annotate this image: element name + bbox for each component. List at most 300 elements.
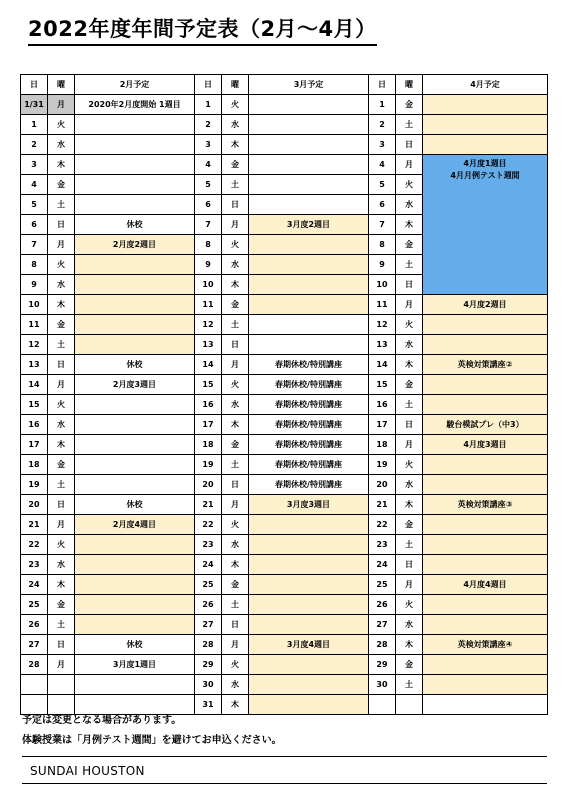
cell-apr-day: 7 — [369, 215, 396, 235]
cell-feb-plan — [75, 315, 195, 335]
cell-feb-day: 1 — [21, 115, 48, 135]
cell-mar-plan — [249, 655, 369, 675]
cell-mar-plan — [249, 275, 369, 295]
cell-mar-day: 6 — [195, 195, 222, 215]
table-row — [21, 475, 548, 495]
cell-mar-weekday: 水 — [222, 395, 249, 415]
cell-feb-plan: 2月度4週目 — [75, 515, 195, 535]
cell-mar-plan: 春期休校/特別講座 — [249, 435, 369, 455]
note-trial: 体験授業は「月例テスト週間」を避けてお申込ください。 — [22, 735, 282, 746]
cell-mar-weekday: 木 — [222, 555, 249, 575]
cell-apr-weekday: 木 — [396, 215, 423, 235]
cell-feb-plan — [75, 555, 195, 575]
cell-feb-day: 19 — [21, 475, 48, 495]
cell-feb-weekday: 日 — [48, 635, 75, 655]
cell-mar-plan — [249, 335, 369, 355]
cell-apr-weekday: 日 — [396, 555, 423, 575]
cell-feb-weekday: 土 — [48, 335, 75, 355]
cell-mar-weekday: 月 — [222, 635, 249, 655]
cell-feb-plan — [75, 395, 195, 415]
cell-feb-weekday: 日 — [48, 355, 75, 375]
table-row — [21, 455, 548, 475]
table-row — [21, 615, 548, 635]
cell-mar-plan — [249, 255, 369, 275]
cell-apr-plan — [423, 475, 548, 495]
cell-mar-day: 23 — [195, 535, 222, 555]
cell-apr-day: 10 — [369, 275, 396, 295]
cell-feb-day: 5 — [21, 195, 48, 215]
cell-feb-plan: 休校 — [75, 215, 195, 235]
table-row — [21, 315, 548, 335]
cell-mar-plan — [249, 535, 369, 555]
cell-feb-day: 1/31 — [21, 95, 48, 115]
col-header-feb-weekday: 曜 — [48, 75, 75, 95]
cell-mar-day: 1 — [195, 95, 222, 115]
table-row — [21, 655, 548, 675]
cell-apr-plan: 4月度3週目 — [423, 435, 548, 455]
cell-apr-day: 11 — [369, 295, 396, 315]
cell-feb-day: 22 — [21, 535, 48, 555]
cell-feb-day: 6 — [21, 215, 48, 235]
table-row — [21, 555, 548, 575]
cell-feb-plan — [75, 135, 195, 155]
cell-mar-weekday: 木 — [222, 415, 249, 435]
cell-mar-day: 20 — [195, 475, 222, 495]
cell-apr-day: 15 — [369, 375, 396, 395]
table-row — [21, 515, 548, 535]
cell-feb-weekday: 月 — [48, 375, 75, 395]
cell-feb-day: 10 — [21, 295, 48, 315]
cell-feb-plan — [75, 575, 195, 595]
notes — [22, 711, 282, 751]
cell-apr-plan — [423, 695, 548, 715]
cell-feb-weekday: 日 — [48, 215, 75, 235]
cell-feb-day: 25 — [21, 595, 48, 615]
cell-apr-weekday: 日 — [396, 275, 423, 295]
cell-feb-plan — [75, 115, 195, 135]
cell-feb-weekday: 木 — [48, 155, 75, 175]
cell-mar-weekday: 木 — [222, 135, 249, 155]
cell-feb-weekday: 水 — [48, 555, 75, 575]
cell-feb-day: 27 — [21, 635, 48, 655]
cell-apr-plan: 4月度4週目 — [423, 575, 548, 595]
cell-mar-weekday: 金 — [222, 435, 249, 455]
cell-apr-day: 27 — [369, 615, 396, 635]
cell-apr-day: 22 — [369, 515, 396, 535]
col-header-apr-day: 日 — [369, 75, 396, 95]
cell-feb-weekday: 金 — [48, 315, 75, 335]
cell-feb-day: 11 — [21, 315, 48, 335]
cell-apr-plan: 4月度2週目 — [423, 295, 548, 315]
cell-feb-weekday: 火 — [48, 395, 75, 415]
cell-mar-day: 9 — [195, 255, 222, 275]
cell-apr-day: 21 — [369, 495, 396, 515]
cell-mar-weekday: 木 — [222, 695, 249, 715]
cell-feb-weekday: 金 — [48, 175, 75, 195]
table-row — [21, 595, 548, 615]
cell-apr-weekday: 水 — [396, 195, 423, 215]
cell-mar-plan: 春期休校/特別講座 — [249, 455, 369, 475]
cell-mar-plan — [249, 95, 369, 115]
cell-feb-day — [21, 675, 48, 695]
cell-mar-day: 26 — [195, 595, 222, 615]
table-row — [21, 575, 548, 595]
cell-mar-day: 28 — [195, 635, 222, 655]
cell-apr-plan — [423, 615, 548, 635]
cell-feb-day: 9 — [21, 275, 48, 295]
table-row — [21, 415, 548, 435]
cell-apr-weekday: 土 — [396, 115, 423, 135]
cell-mar-day: 11 — [195, 295, 222, 315]
cell-apr-day: 28 — [369, 635, 396, 655]
cell-mar-plan — [249, 235, 369, 255]
cell-apr-weekday: 金 — [396, 655, 423, 675]
cell-feb-day: 13 — [21, 355, 48, 375]
cell-mar-plan — [249, 675, 369, 695]
cell-mar-weekday: 火 — [222, 95, 249, 115]
cell-feb-weekday: 月 — [48, 655, 75, 675]
col-header-apr-weekday: 曜 — [396, 75, 423, 95]
cell-mar-day: 25 — [195, 575, 222, 595]
col-header-mar-day: 日 — [195, 75, 222, 95]
cell-feb-weekday: 日 — [48, 495, 75, 515]
table-row — [21, 115, 548, 135]
cell-apr-day: 2 — [369, 115, 396, 135]
cell-mar-day: 30 — [195, 675, 222, 695]
cell-mar-plan — [249, 315, 369, 335]
note-change: 予定は変更となる場合があります。 — [22, 715, 182, 726]
cell-apr-weekday: 火 — [396, 315, 423, 335]
col-header-feb-plan: 2月予定 — [75, 75, 195, 95]
schedule-body — [21, 95, 548, 715]
cell-mar-weekday: 金 — [222, 575, 249, 595]
cell-mar-day: 19 — [195, 455, 222, 475]
cell-apr-plan: 4月度1週目 4月月例テスト週間 — [423, 155, 548, 295]
cell-feb-day: 18 — [21, 455, 48, 475]
cell-feb-weekday: 土 — [48, 615, 75, 635]
cell-apr-weekday: 月 — [396, 155, 423, 175]
cell-feb-weekday: 火 — [48, 115, 75, 135]
cell-feb-plan: 3月度1週目 — [75, 655, 195, 675]
cell-mar-plan: 3月度3週目 — [249, 495, 369, 515]
cell-mar-day: 24 — [195, 555, 222, 575]
cell-feb-day: 3 — [21, 155, 48, 175]
table-row — [21, 135, 548, 155]
cell-apr-day: 3 — [369, 135, 396, 155]
cell-feb-day: 4 — [21, 175, 48, 195]
cell-apr-weekday: 火 — [396, 595, 423, 615]
cell-apr-day: 26 — [369, 595, 396, 615]
cell-mar-weekday: 金 — [222, 155, 249, 175]
cell-apr-day — [369, 695, 396, 715]
cell-mar-day: 15 — [195, 375, 222, 395]
cell-apr-weekday: 月 — [396, 295, 423, 315]
cell-mar-weekday: 火 — [222, 375, 249, 395]
cell-mar-plan — [249, 115, 369, 135]
cell-feb-plan — [75, 415, 195, 435]
cell-feb-day: 16 — [21, 415, 48, 435]
cell-mar-weekday: 金 — [222, 295, 249, 315]
cell-apr-day: 12 — [369, 315, 396, 335]
brand-name: SUNDAI HOUSTON — [30, 764, 145, 778]
table-row — [21, 335, 548, 355]
cell-mar-day: 7 — [195, 215, 222, 235]
cell-apr-day: 25 — [369, 575, 396, 595]
cell-apr-plan — [423, 375, 548, 395]
table-header-row — [21, 75, 548, 95]
cell-apr-day: 17 — [369, 415, 396, 435]
cell-feb-weekday: 火 — [48, 255, 75, 275]
cell-mar-weekday: 日 — [222, 195, 249, 215]
cell-mar-plan — [249, 135, 369, 155]
table-row — [21, 675, 548, 695]
cell-apr-plan — [423, 315, 548, 335]
cell-apr-day: 23 — [369, 535, 396, 555]
cell-apr-day: 16 — [369, 395, 396, 415]
cell-mar-weekday: 月 — [222, 355, 249, 375]
cell-feb-day: 7 — [21, 235, 48, 255]
footer-divider-top — [22, 756, 547, 757]
cell-feb-plan — [75, 255, 195, 275]
table-row — [21, 435, 548, 455]
cell-apr-weekday: 木 — [396, 495, 423, 515]
cell-feb-plan: 2月度2週目 — [75, 235, 195, 255]
cell-mar-weekday: 土 — [222, 315, 249, 335]
cell-apr-weekday: 月 — [396, 435, 423, 455]
cell-apr-plan — [423, 395, 548, 415]
cell-feb-weekday: 月 — [48, 235, 75, 255]
cell-feb-day: 20 — [21, 495, 48, 515]
col-header-mar-weekday: 曜 — [222, 75, 249, 95]
cell-mar-day: 14 — [195, 355, 222, 375]
cell-feb-day: 2 — [21, 135, 48, 155]
cell-apr-weekday: 日 — [396, 415, 423, 435]
cell-feb-weekday: 木 — [48, 435, 75, 455]
cell-feb-weekday: 金 — [48, 455, 75, 475]
cell-feb-day: 17 — [21, 435, 48, 455]
cell-apr-day: 18 — [369, 435, 396, 455]
cell-mar-day: 12 — [195, 315, 222, 335]
cell-feb-day: 24 — [21, 575, 48, 595]
cell-mar-day: 22 — [195, 515, 222, 535]
cell-mar-plan: 春期休校/特別講座 — [249, 375, 369, 395]
cell-feb-plan: 2020年2月度開始 1週目 — [75, 95, 195, 115]
cell-mar-weekday: 土 — [222, 455, 249, 475]
cell-apr-weekday: 火 — [396, 455, 423, 475]
cell-apr-plan — [423, 135, 548, 155]
cell-mar-weekday: 土 — [222, 175, 249, 195]
cell-mar-weekday: 日 — [222, 475, 249, 495]
cell-apr-plan: 駿台模試プレ（中3） — [423, 415, 548, 435]
cell-mar-weekday: 木 — [222, 275, 249, 295]
cell-apr-plan — [423, 595, 548, 615]
cell-mar-day: 17 — [195, 415, 222, 435]
cell-mar-day: 3 — [195, 135, 222, 155]
cell-apr-weekday: 土 — [396, 255, 423, 275]
cell-apr-weekday: 土 — [396, 395, 423, 415]
cell-apr-weekday: 月 — [396, 575, 423, 595]
cell-apr-plan — [423, 515, 548, 535]
cell-feb-plan — [75, 475, 195, 495]
cell-apr-weekday: 金 — [396, 235, 423, 255]
cell-feb-day: 21 — [21, 515, 48, 535]
cell-apr-day: 5 — [369, 175, 396, 195]
cell-mar-plan: 春期休校/特別講座 — [249, 395, 369, 415]
page-title: 2022年度年間予定表（2月～4月） — [28, 16, 377, 46]
cell-feb-day: 23 — [21, 555, 48, 575]
cell-mar-day: 29 — [195, 655, 222, 675]
cell-mar-plan: 3月度4週目 — [249, 635, 369, 655]
cell-apr-weekday: 日 — [396, 135, 423, 155]
cell-feb-plan — [75, 195, 195, 215]
cell-mar-day: 16 — [195, 395, 222, 415]
cell-feb-weekday: 月 — [48, 515, 75, 535]
cell-mar-plan — [249, 155, 369, 175]
cell-feb-plan — [75, 295, 195, 315]
cell-mar-weekday: 火 — [222, 515, 249, 535]
cell-mar-plan — [249, 175, 369, 195]
cell-apr-day: 20 — [369, 475, 396, 495]
cell-mar-day: 8 — [195, 235, 222, 255]
cell-mar-plan — [249, 555, 369, 575]
table-row — [21, 495, 548, 515]
cell-mar-day: 13 — [195, 335, 222, 355]
cell-feb-plan: 2月度3週目 — [75, 375, 195, 395]
cell-feb-weekday — [48, 675, 75, 695]
cell-feb-weekday: 月 — [48, 95, 75, 115]
cell-feb-plan — [75, 615, 195, 635]
cell-feb-plan — [75, 595, 195, 615]
cell-feb-day: 15 — [21, 395, 48, 415]
cell-feb-plan: 休校 — [75, 635, 195, 655]
cell-mar-weekday: 水 — [222, 675, 249, 695]
cell-mar-weekday: 火 — [222, 655, 249, 675]
cell-mar-day: 4 — [195, 155, 222, 175]
cell-mar-weekday: 日 — [222, 615, 249, 635]
table-row — [21, 535, 548, 555]
cell-apr-weekday: 水 — [396, 615, 423, 635]
cell-feb-plan — [75, 175, 195, 195]
cell-feb-day: 26 — [21, 615, 48, 635]
cell-apr-weekday: 金 — [396, 375, 423, 395]
cell-mar-plan: 春期休校/特別講座 — [249, 415, 369, 435]
cell-apr-plan — [423, 535, 548, 555]
cell-mar-day: 21 — [195, 495, 222, 515]
cell-apr-weekday: 水 — [396, 475, 423, 495]
cell-feb-plan — [75, 335, 195, 355]
cell-mar-plan: 春期休校/特別講座 — [249, 355, 369, 375]
cell-apr-plan — [423, 95, 548, 115]
cell-feb-plan — [75, 435, 195, 455]
cell-mar-plan — [249, 595, 369, 615]
cell-apr-plan — [423, 455, 548, 475]
cell-apr-plan — [423, 555, 548, 575]
cell-mar-day: 2 — [195, 115, 222, 135]
cell-feb-day: 12 — [21, 335, 48, 355]
cell-feb-plan: 休校 — [75, 355, 195, 375]
cell-mar-weekday: 水 — [222, 255, 249, 275]
table-row — [21, 355, 548, 375]
cell-apr-weekday: 木 — [396, 635, 423, 655]
cell-feb-plan — [75, 275, 195, 295]
cell-mar-plan — [249, 575, 369, 595]
cell-apr-day: 24 — [369, 555, 396, 575]
cell-mar-weekday: 火 — [222, 235, 249, 255]
cell-apr-day: 30 — [369, 675, 396, 695]
col-header-feb-day: 日 — [21, 75, 48, 95]
cell-feb-plan — [75, 535, 195, 555]
cell-feb-plan: 休校 — [75, 495, 195, 515]
cell-mar-weekday: 月 — [222, 495, 249, 515]
col-header-mar-plan: 3月予定 — [249, 75, 369, 95]
cell-feb-day: 28 — [21, 655, 48, 675]
cell-apr-day: 8 — [369, 235, 396, 255]
cell-apr-plan: 英検対策講座③ — [423, 495, 548, 515]
cell-feb-weekday: 土 — [48, 195, 75, 215]
cell-mar-day: 5 — [195, 175, 222, 195]
cell-feb-plan — [75, 155, 195, 175]
footer-divider-bottom — [22, 783, 547, 784]
cell-feb-weekday: 水 — [48, 275, 75, 295]
cell-feb-weekday: 水 — [48, 415, 75, 435]
cell-feb-weekday: 土 — [48, 475, 75, 495]
cell-apr-plan: 英検対策講座④ — [423, 635, 548, 655]
cell-apr-plan — [423, 115, 548, 135]
cell-mar-day: 31 — [195, 695, 222, 715]
cell-apr-weekday: 火 — [396, 175, 423, 195]
cell-apr-weekday: 土 — [396, 675, 423, 695]
cell-feb-day: 14 — [21, 375, 48, 395]
cell-apr-weekday: 水 — [396, 335, 423, 355]
cell-apr-day: 19 — [369, 455, 396, 475]
cell-mar-weekday: 土 — [222, 595, 249, 615]
cell-mar-plan — [249, 195, 369, 215]
table-row — [21, 395, 548, 415]
cell-apr-weekday: 金 — [396, 95, 423, 115]
cell-feb-weekday: 水 — [48, 135, 75, 155]
cell-feb-plan — [75, 455, 195, 475]
cell-feb-weekday: 火 — [48, 535, 75, 555]
cell-apr-day: 4 — [369, 155, 396, 175]
cell-feb-weekday: 金 — [48, 595, 75, 615]
cell-apr-weekday: 土 — [396, 535, 423, 555]
cell-apr-plan — [423, 675, 548, 695]
cell-apr-day: 9 — [369, 255, 396, 275]
table-row — [21, 155, 548, 175]
cell-apr-weekday — [396, 695, 423, 715]
cell-feb-day: 8 — [21, 255, 48, 275]
cell-mar-plan — [249, 515, 369, 535]
cell-apr-day: 13 — [369, 335, 396, 355]
cell-feb-weekday: 木 — [48, 295, 75, 315]
col-header-apr-plan: 4月予定 — [423, 75, 548, 95]
table-row — [21, 635, 548, 655]
cell-apr-day: 29 — [369, 655, 396, 675]
cell-mar-plan: 3月度2週目 — [249, 215, 369, 235]
table-row — [21, 375, 548, 395]
cell-mar-weekday: 水 — [222, 535, 249, 555]
table-row — [21, 295, 548, 315]
cell-mar-day: 10 — [195, 275, 222, 295]
cell-apr-weekday: 金 — [396, 515, 423, 535]
cell-feb-plan — [75, 675, 195, 695]
cell-apr-plan — [423, 335, 548, 355]
cell-mar-weekday: 日 — [222, 335, 249, 355]
cell-mar-plan — [249, 295, 369, 315]
schedule-table — [20, 74, 548, 715]
cell-mar-plan — [249, 615, 369, 635]
cell-apr-day: 6 — [369, 195, 396, 215]
